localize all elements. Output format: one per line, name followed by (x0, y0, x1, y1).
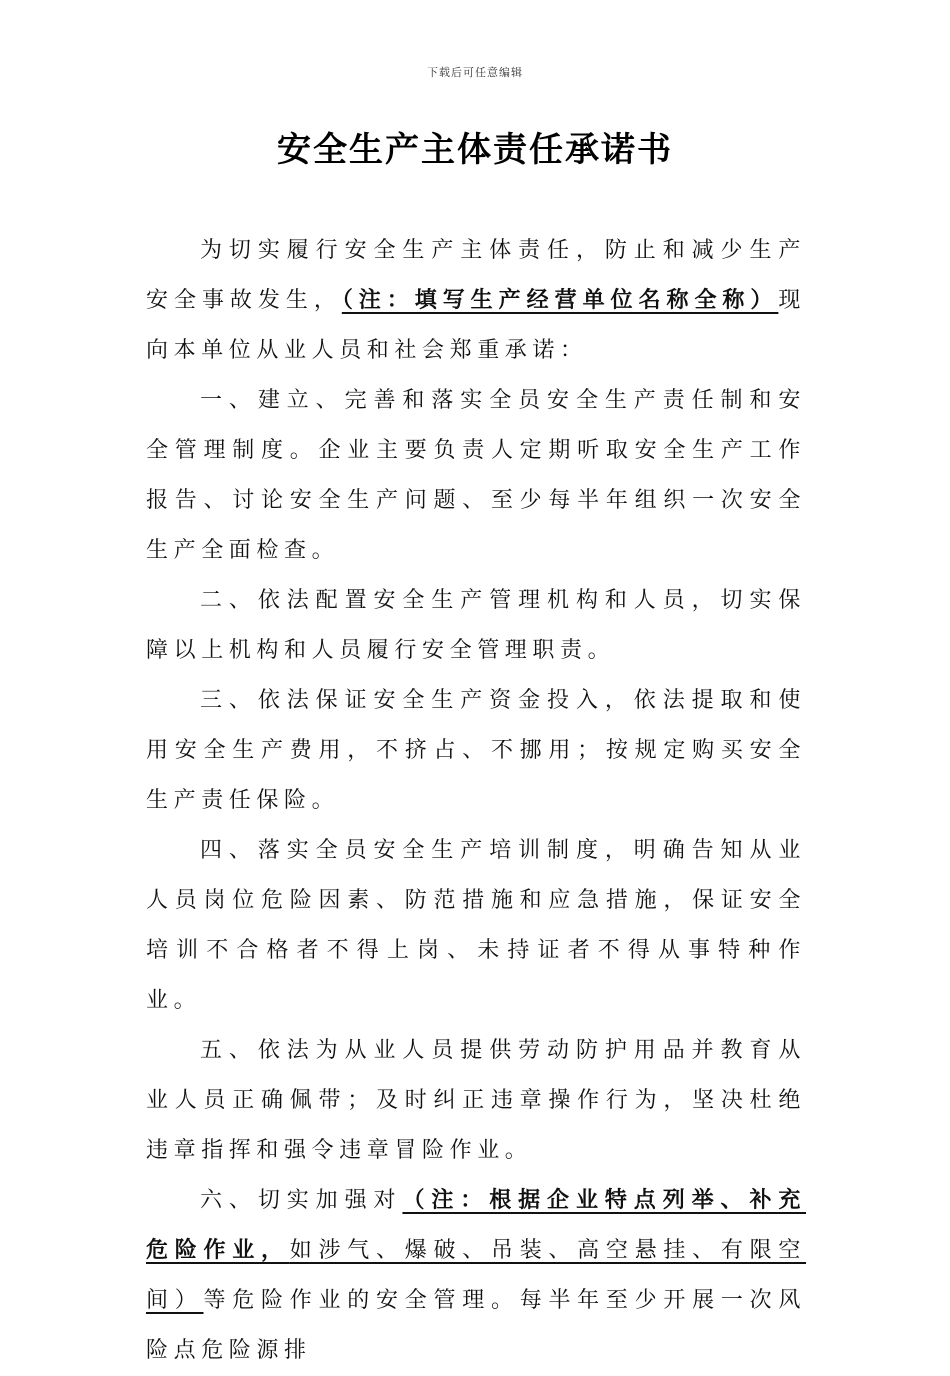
intro-fill-blank: （注：填写生产经营单位名称全称） (341, 288, 779, 313)
commitment-item-3: 三、依法保证安全生产资金投入，依法提取和使用安全生产费用，不挤占、不挪用；按规定购买安全生产责任保险。 (146, 688, 806, 813)
item6-text-after: 等危险作业的安全管理。每半年至少开展一次风险点危险源排 (146, 1288, 806, 1363)
commitment-item-1: 一、建立、完善和落实全员安全生产责任制和安全管理制度。企业主要负责人定期听取安全生产工作报告、讨论安全生产问题、至少每半年组织一次安全生产全面检查。 (146, 388, 806, 563)
document-body (146, 226, 806, 1376)
intro-text-before: 为切实履行安全生产主体责任，防止和减少生产安全事故发生， (146, 238, 806, 313)
item6-fill-blank-bold: （注：根据企业特点列举、补充危险作业， (146, 1188, 806, 1263)
item6-text-before: 六、切实加强对 (200, 1188, 403, 1213)
commitment-item-2: 二、依法配置安全生产管理机构和人员，切实保障以上机构和人员履行安全管理职责。 (146, 588, 806, 663)
header-note: 下载后可任意编辑 (427, 66, 523, 79)
intro-text-after: 现向本单位从业人员和社会郑重承诺： (146, 288, 806, 363)
document-title: 安全生产主体责任承诺书 (277, 130, 673, 170)
commitment-item-5: 五、依法为从业人员提供劳动防护用品并教育从业人员正确佩带；及时纠正违章操作行为，坚决杜绝违章指挥和强令违章冒险作业。 (146, 1038, 806, 1163)
commitment-item-6 (146, 1176, 806, 1376)
commitment-item-4: 四、落实全员安全生产培训制度，明确告知从业人员岗位危险因素、防范措施和应急措施，保证安全培训不合格者不得上岗、未持证者不得从事特种作业。 (146, 838, 806, 1013)
intro-paragraph (146, 226, 806, 376)
item6-fill-blank: 如涉气、爆破、吊装、高空悬挂、有限空间） (146, 1238, 806, 1313)
